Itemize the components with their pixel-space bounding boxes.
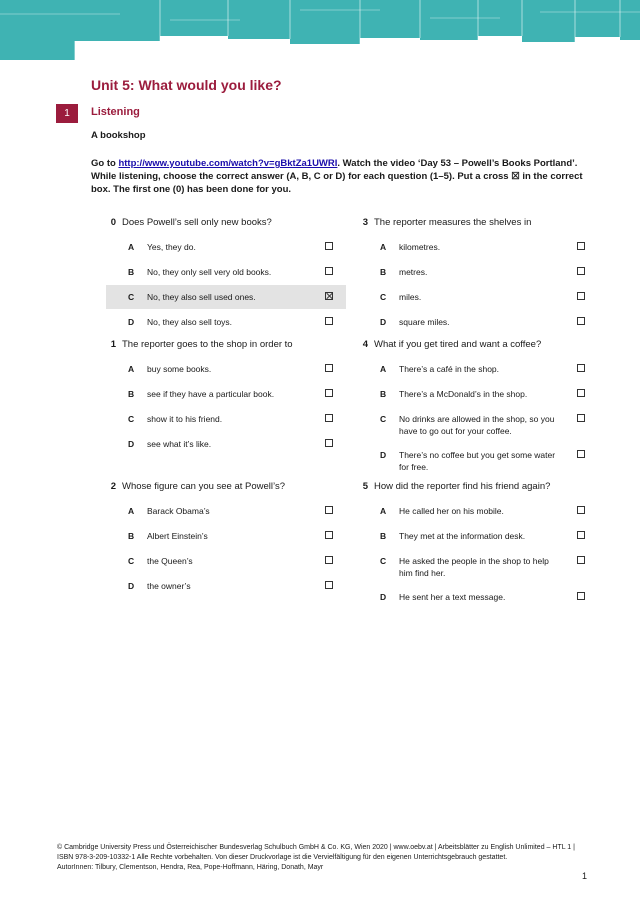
question-2 [106, 475, 346, 598]
question-3 [358, 211, 598, 334]
answer-option-d[interactable] [106, 432, 346, 456]
answer-option-d[interactable] [358, 585, 598, 609]
option-letter: A [380, 364, 387, 374]
option-text: show it to his friend. [147, 414, 223, 424]
answer-option-b[interactable] [358, 382, 598, 406]
checkbox[interactable] [577, 242, 585, 250]
option-letter: C [128, 556, 135, 566]
option-text: There’s no coffee but you get some water for free. [399, 450, 556, 472]
instructions-prefix: Go to [91, 158, 119, 169]
option-text: the Queen’s [147, 556, 193, 566]
question-header [106, 333, 346, 357]
option-letter: B [128, 389, 135, 399]
instructions [91, 157, 591, 196]
question-text: The reporter measures the shelves in [374, 217, 532, 228]
unit-title: Unit 5: What would you like? [91, 77, 282, 93]
answer-option-d[interactable] [106, 310, 346, 334]
answer-option-b[interactable] [106, 260, 346, 284]
banner-graphic [0, 0, 640, 70]
option-letter: D [380, 317, 387, 327]
answer-option-a[interactable] [358, 357, 598, 381]
answer-option-c[interactable] [358, 549, 598, 584]
checkbox[interactable] [325, 556, 333, 564]
question-text: The reporter goes to the shop in order to [122, 339, 293, 350]
question-1 [106, 333, 346, 456]
exercise-title: Listening [91, 106, 140, 118]
answer-option-d[interactable] [358, 443, 598, 478]
answer-option-b[interactable] [358, 260, 598, 284]
checkbox[interactable] [577, 267, 585, 275]
option-text: There’s a McDonald’s in the shop. [399, 389, 528, 399]
option-text: kilometres. [399, 242, 441, 252]
option-text: No, they only sell very old books. [147, 267, 272, 277]
option-text: square miles. [399, 317, 450, 327]
option-text: see if they have a particular book. [147, 389, 275, 399]
answer-option-c[interactable] [106, 285, 346, 309]
checkbox[interactable] [325, 364, 333, 372]
page-number: 1 [582, 871, 588, 881]
question-5 [358, 475, 598, 609]
checkbox[interactable] [577, 317, 585, 325]
checkbox[interactable] [577, 292, 585, 300]
option-letter: C [380, 414, 387, 424]
checkbox[interactable] [325, 267, 333, 275]
option-text: No, they also sell used ones. [147, 292, 256, 302]
option-text: Barack Obama’s [147, 506, 210, 516]
option-letter: D [128, 439, 135, 449]
option-letter: D [128, 581, 135, 591]
option-text: He sent her a text message. [399, 592, 506, 602]
checkbox[interactable] [325, 389, 333, 397]
answer-option-a[interactable] [358, 235, 598, 259]
option-letter: C [380, 292, 387, 302]
checkbox[interactable] [325, 414, 333, 422]
answer-option-c[interactable] [358, 407, 598, 442]
checkbox[interactable] [577, 506, 585, 514]
checkbox[interactable] [325, 439, 333, 447]
option-letter: B [128, 531, 135, 541]
answer-option-c[interactable] [106, 407, 346, 431]
header-banner [0, 0, 640, 70]
checkbox[interactable] [577, 450, 585, 458]
option-letter: B [380, 531, 387, 541]
option-text: Albert Einstein’s [147, 531, 208, 541]
option-text: miles. [399, 292, 422, 302]
exercise-number-badge: 1 [56, 104, 78, 123]
question-number: 1 [110, 339, 116, 350]
option-text: the owner’s [147, 581, 191, 591]
instructions-body: . Watch the video ‘Day 53 – Powell’s Books Portland’. While listening, choose the correct answer (A, B, C or D) for each question (1–5). Put a cross ☒ in the correct box. The first one (0) has been done for you. [91, 158, 583, 195]
option-letter: B [128, 267, 135, 277]
answer-option-d[interactable] [106, 574, 346, 598]
checkbox[interactable] [577, 531, 585, 539]
option-letter: B [380, 267, 387, 277]
question-header [106, 211, 346, 235]
question-number: 2 [110, 481, 116, 492]
checkbox[interactable] [325, 317, 333, 325]
question-text: How did the reporter find his friend again? [374, 481, 551, 492]
question-4 [358, 333, 598, 478]
option-letter: D [380, 592, 387, 602]
checkbox[interactable] [325, 506, 333, 514]
option-text: see what it’s like. [147, 439, 212, 449]
option-text: He asked the people in the shop to help him find her. [399, 556, 549, 578]
answer-option-b[interactable] [106, 382, 346, 406]
option-letter: A [380, 242, 387, 252]
book-title: English Unlimited HTL 1 [90, 40, 256, 56]
authors-text: AutorInnen: Tilbury, Clementson, Hendra, Rea, Pope-Hoffmann, Häring, Donath, Mayr [57, 864, 324, 871]
option-text: He called her on his mobile. [399, 506, 504, 516]
copyright-text: © Cambridge University Press und Österreichischer Bundesverlag Schulbuch GmbH & Co. KG, Wien 2020 | www.oebv.at | Arbeitsblätter zu English Unlimited – HTL 1 | ISBN 978-3-209-10332-1 Alle Rechte vorbehalten. Von dieser Druckvorlage ist die Vervielfältigung für den eigenen Unterrichtsgebrauch gestattet. [57, 844, 575, 861]
answer-option-d[interactable] [358, 310, 598, 334]
checkbox[interactable] [577, 556, 585, 564]
option-letter: A [380, 506, 387, 516]
exercise-subheading: A bookshop [91, 130, 146, 141]
option-text: There’s a café in the shop. [399, 364, 500, 374]
option-letter: C [128, 292, 135, 302]
answer-option-a[interactable] [106, 499, 346, 523]
answer-option-c[interactable] [358, 285, 598, 309]
question-header [358, 475, 598, 499]
question-header [358, 211, 598, 235]
option-letter: C [128, 414, 135, 424]
checkbox[interactable] [577, 389, 585, 397]
answer-option-b[interactable] [106, 524, 346, 548]
checkbox[interactable] [325, 531, 333, 539]
question-header [106, 475, 346, 499]
option-text: No drinks are allowed in the shop, so you have to go out for your coffee. [399, 414, 555, 436]
option-text: No, they also sell toys. [147, 317, 233, 327]
checkbox[interactable] [577, 364, 585, 372]
option-letter: B [380, 389, 387, 399]
footer [57, 843, 577, 873]
option-letter: A [128, 364, 135, 374]
checkbox[interactable] [577, 592, 585, 600]
option-text: buy some books. [147, 364, 212, 374]
question-number: 5 [362, 481, 368, 492]
question-header [358, 333, 598, 357]
option-text: Yes, they do. [147, 242, 196, 252]
question-number: 3 [362, 217, 368, 228]
option-text: They met at the information desk. [399, 531, 526, 541]
option-letter: D [128, 317, 135, 327]
option-text: metres. [399, 267, 428, 277]
option-letter: A [128, 506, 135, 516]
question-text: What if you get tired and want a coffee? [374, 339, 542, 350]
option-letter: D [380, 450, 387, 460]
answer-option-b[interactable] [358, 524, 598, 548]
checked-checkbox[interactable] [325, 292, 333, 300]
option-letter: A [128, 242, 135, 252]
question-number: 4 [362, 339, 368, 350]
video-link[interactable]: http://www.youtube.com/watch?v=gBktZa1UWRI [118, 158, 338, 169]
answer-option-a[interactable] [106, 235, 346, 259]
answer-option-c[interactable] [106, 549, 346, 573]
checkbox[interactable] [325, 242, 333, 250]
checkbox[interactable] [325, 581, 333, 589]
answer-option-a[interactable] [106, 357, 346, 381]
question-number: 0 [110, 217, 116, 228]
question-text: Whose figure can you see at Powell’s? [122, 481, 285, 492]
checkbox[interactable] [577, 414, 585, 422]
option-letter: C [380, 556, 387, 566]
answer-option-a[interactable] [358, 499, 598, 523]
question-text: Does Powell’s sell only new books? [122, 217, 272, 228]
question-0 [106, 211, 346, 334]
